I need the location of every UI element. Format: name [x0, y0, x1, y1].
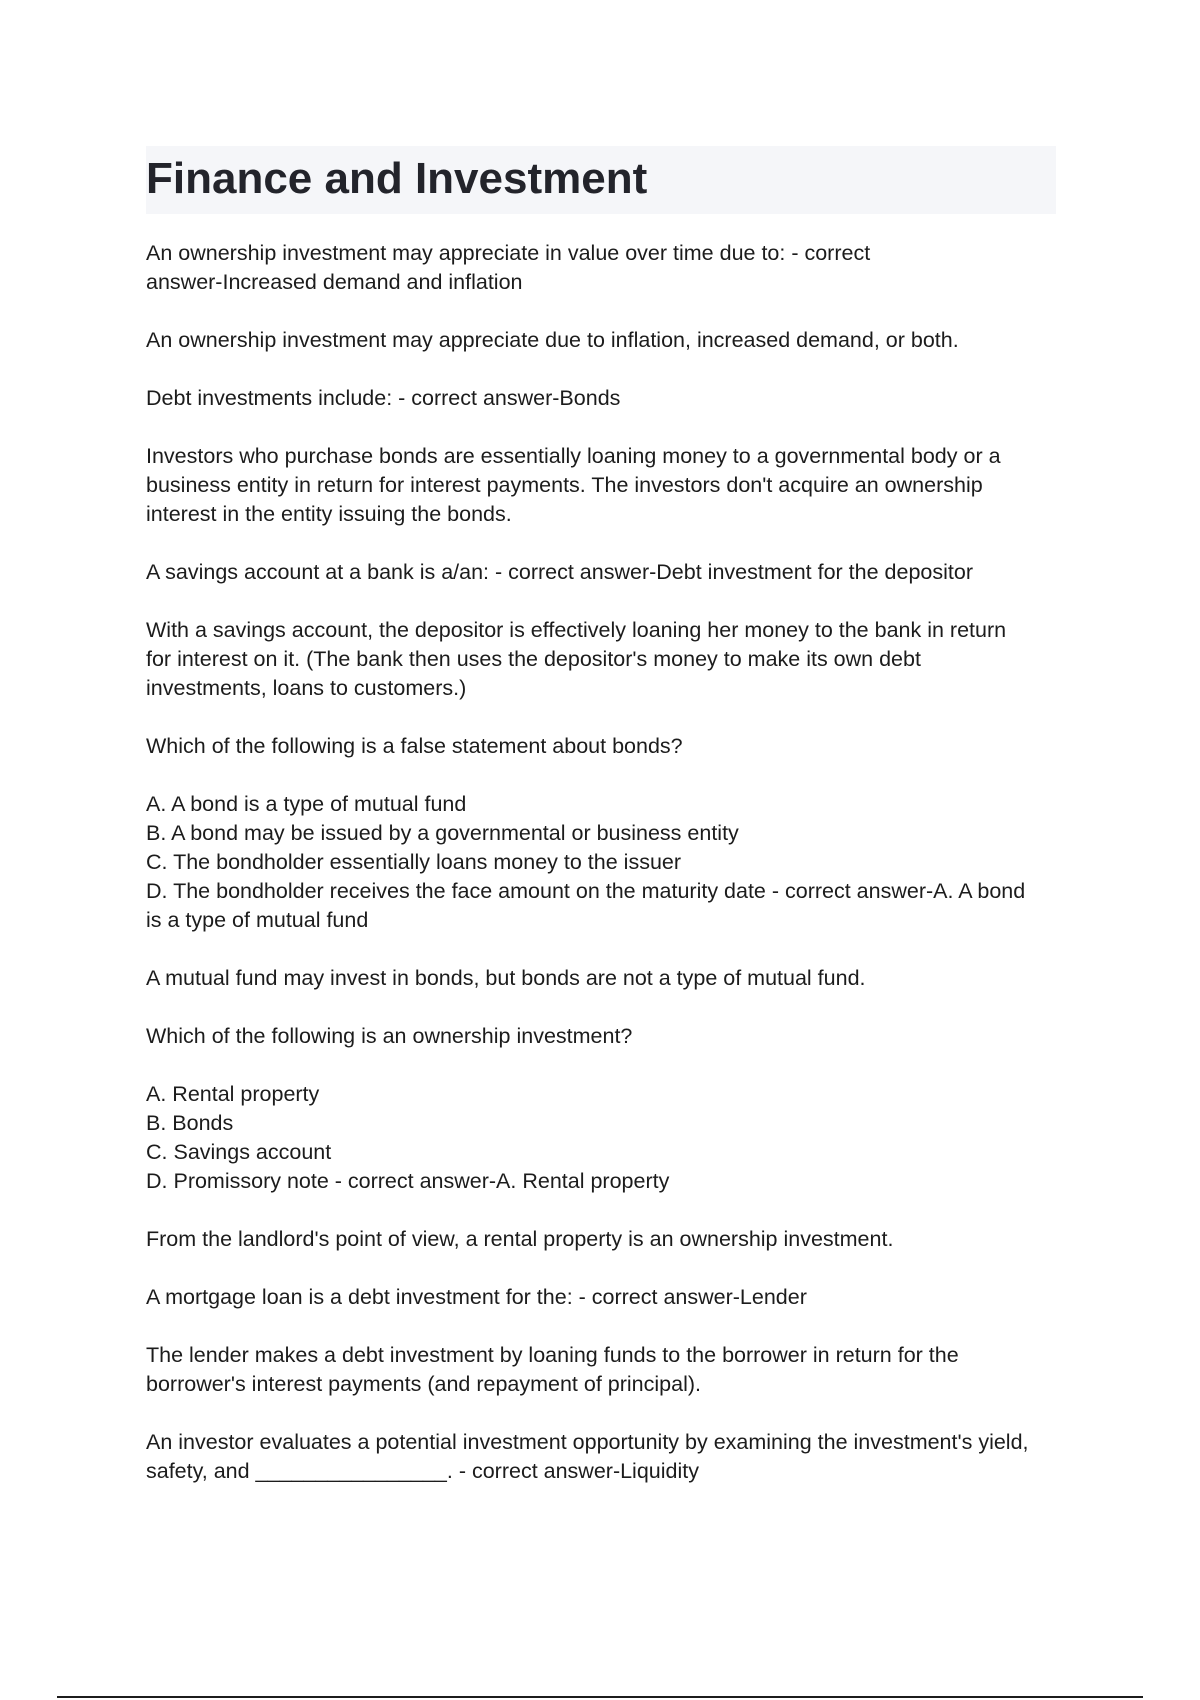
document-body	[146, 239, 1066, 1515]
paragraph	[146, 326, 1066, 355]
text-line: business entity in return for interest payments. The investors don't acquire an ownership	[146, 473, 983, 497]
footer-divider	[57, 1696, 1143, 1698]
text-line: The lender makes a debt investment by loaning funds to the borrower in return for the	[146, 1343, 959, 1367]
text-line: Which of the following is a false statement about bonds?	[146, 734, 683, 758]
text-line: safety, and ________________. - correct answer-Liquidity	[146, 1459, 699, 1483]
text-line: B. Bonds	[146, 1111, 234, 1135]
text-line: From the landlord's point of view, a rental property is an ownership investment.	[146, 1227, 894, 1251]
text-line: An ownership investment may appreciate in value over time due to: - correct	[146, 241, 871, 265]
text-line: A. A bond is a type of mutual fund	[146, 792, 467, 816]
text-line: borrower's interest payments (and repayment of principal).	[146, 1372, 701, 1396]
text-line: A mutual fund may invest in bonds, but bonds are not a type of mutual fund.	[146, 966, 866, 990]
text-line: is a type of mutual fund	[146, 908, 369, 932]
paragraph	[146, 1022, 1066, 1051]
paragraph	[146, 1080, 1066, 1196]
paragraph	[146, 1428, 1066, 1486]
text-line: D. The bondholder receives the face amount on the maturity date - correct answer-A. A bond	[146, 879, 1026, 903]
text-line: C. The bondholder essentially loans money to the issuer	[146, 850, 682, 874]
paragraph	[146, 442, 1066, 529]
paragraph	[146, 1283, 1066, 1312]
text-line: An ownership investment may appreciate due to inflation, increased demand, or both.	[146, 328, 959, 352]
paragraph	[146, 1341, 1066, 1399]
text-line: With a savings account, the depositor is effectively loaning her money to the bank in return	[146, 618, 1007, 642]
paragraph	[146, 732, 1066, 761]
paragraph	[146, 1225, 1066, 1254]
paragraph	[146, 616, 1066, 703]
text-line: investments, loans to customers.)	[146, 676, 467, 700]
paragraph	[146, 790, 1066, 935]
paragraph	[146, 964, 1066, 993]
paragraph	[146, 239, 1066, 297]
text-line: Which of the following is an ownership investment?	[146, 1024, 633, 1048]
text-line: A. Rental property	[146, 1082, 320, 1106]
text-line: for interest on it. (The bank then uses the depositor's money to make its own debt	[146, 647, 921, 671]
text-line: Debt investments include: - correct answer-Bonds	[146, 386, 621, 410]
text-line: D. Promissory note - correct answer-A. Rental property	[146, 1169, 670, 1193]
document-title: Finance and Investment	[146, 154, 648, 203]
text-line: C. Savings account	[146, 1140, 332, 1164]
paragraph	[146, 558, 1066, 587]
text-line: An investor evaluates a potential investment opportunity by examining the investment's yield,	[146, 1430, 1029, 1454]
text-line: A savings account at a bank is a/an: - correct answer-Debt investment for the depositor	[146, 560, 973, 584]
text-line: Investors who purchase bonds are essentially loaning money to a governmental body or a	[146, 444, 1001, 468]
text-line: B. A bond may be issued by a governmental or business entity	[146, 821, 739, 845]
text-line: answer-Increased demand and inflation	[146, 270, 523, 294]
text-line: A mortgage loan is a debt investment for the: - correct answer-Lender	[146, 1285, 807, 1309]
text-line: interest in the entity issuing the bonds.	[146, 502, 512, 526]
paragraph	[146, 384, 1066, 413]
